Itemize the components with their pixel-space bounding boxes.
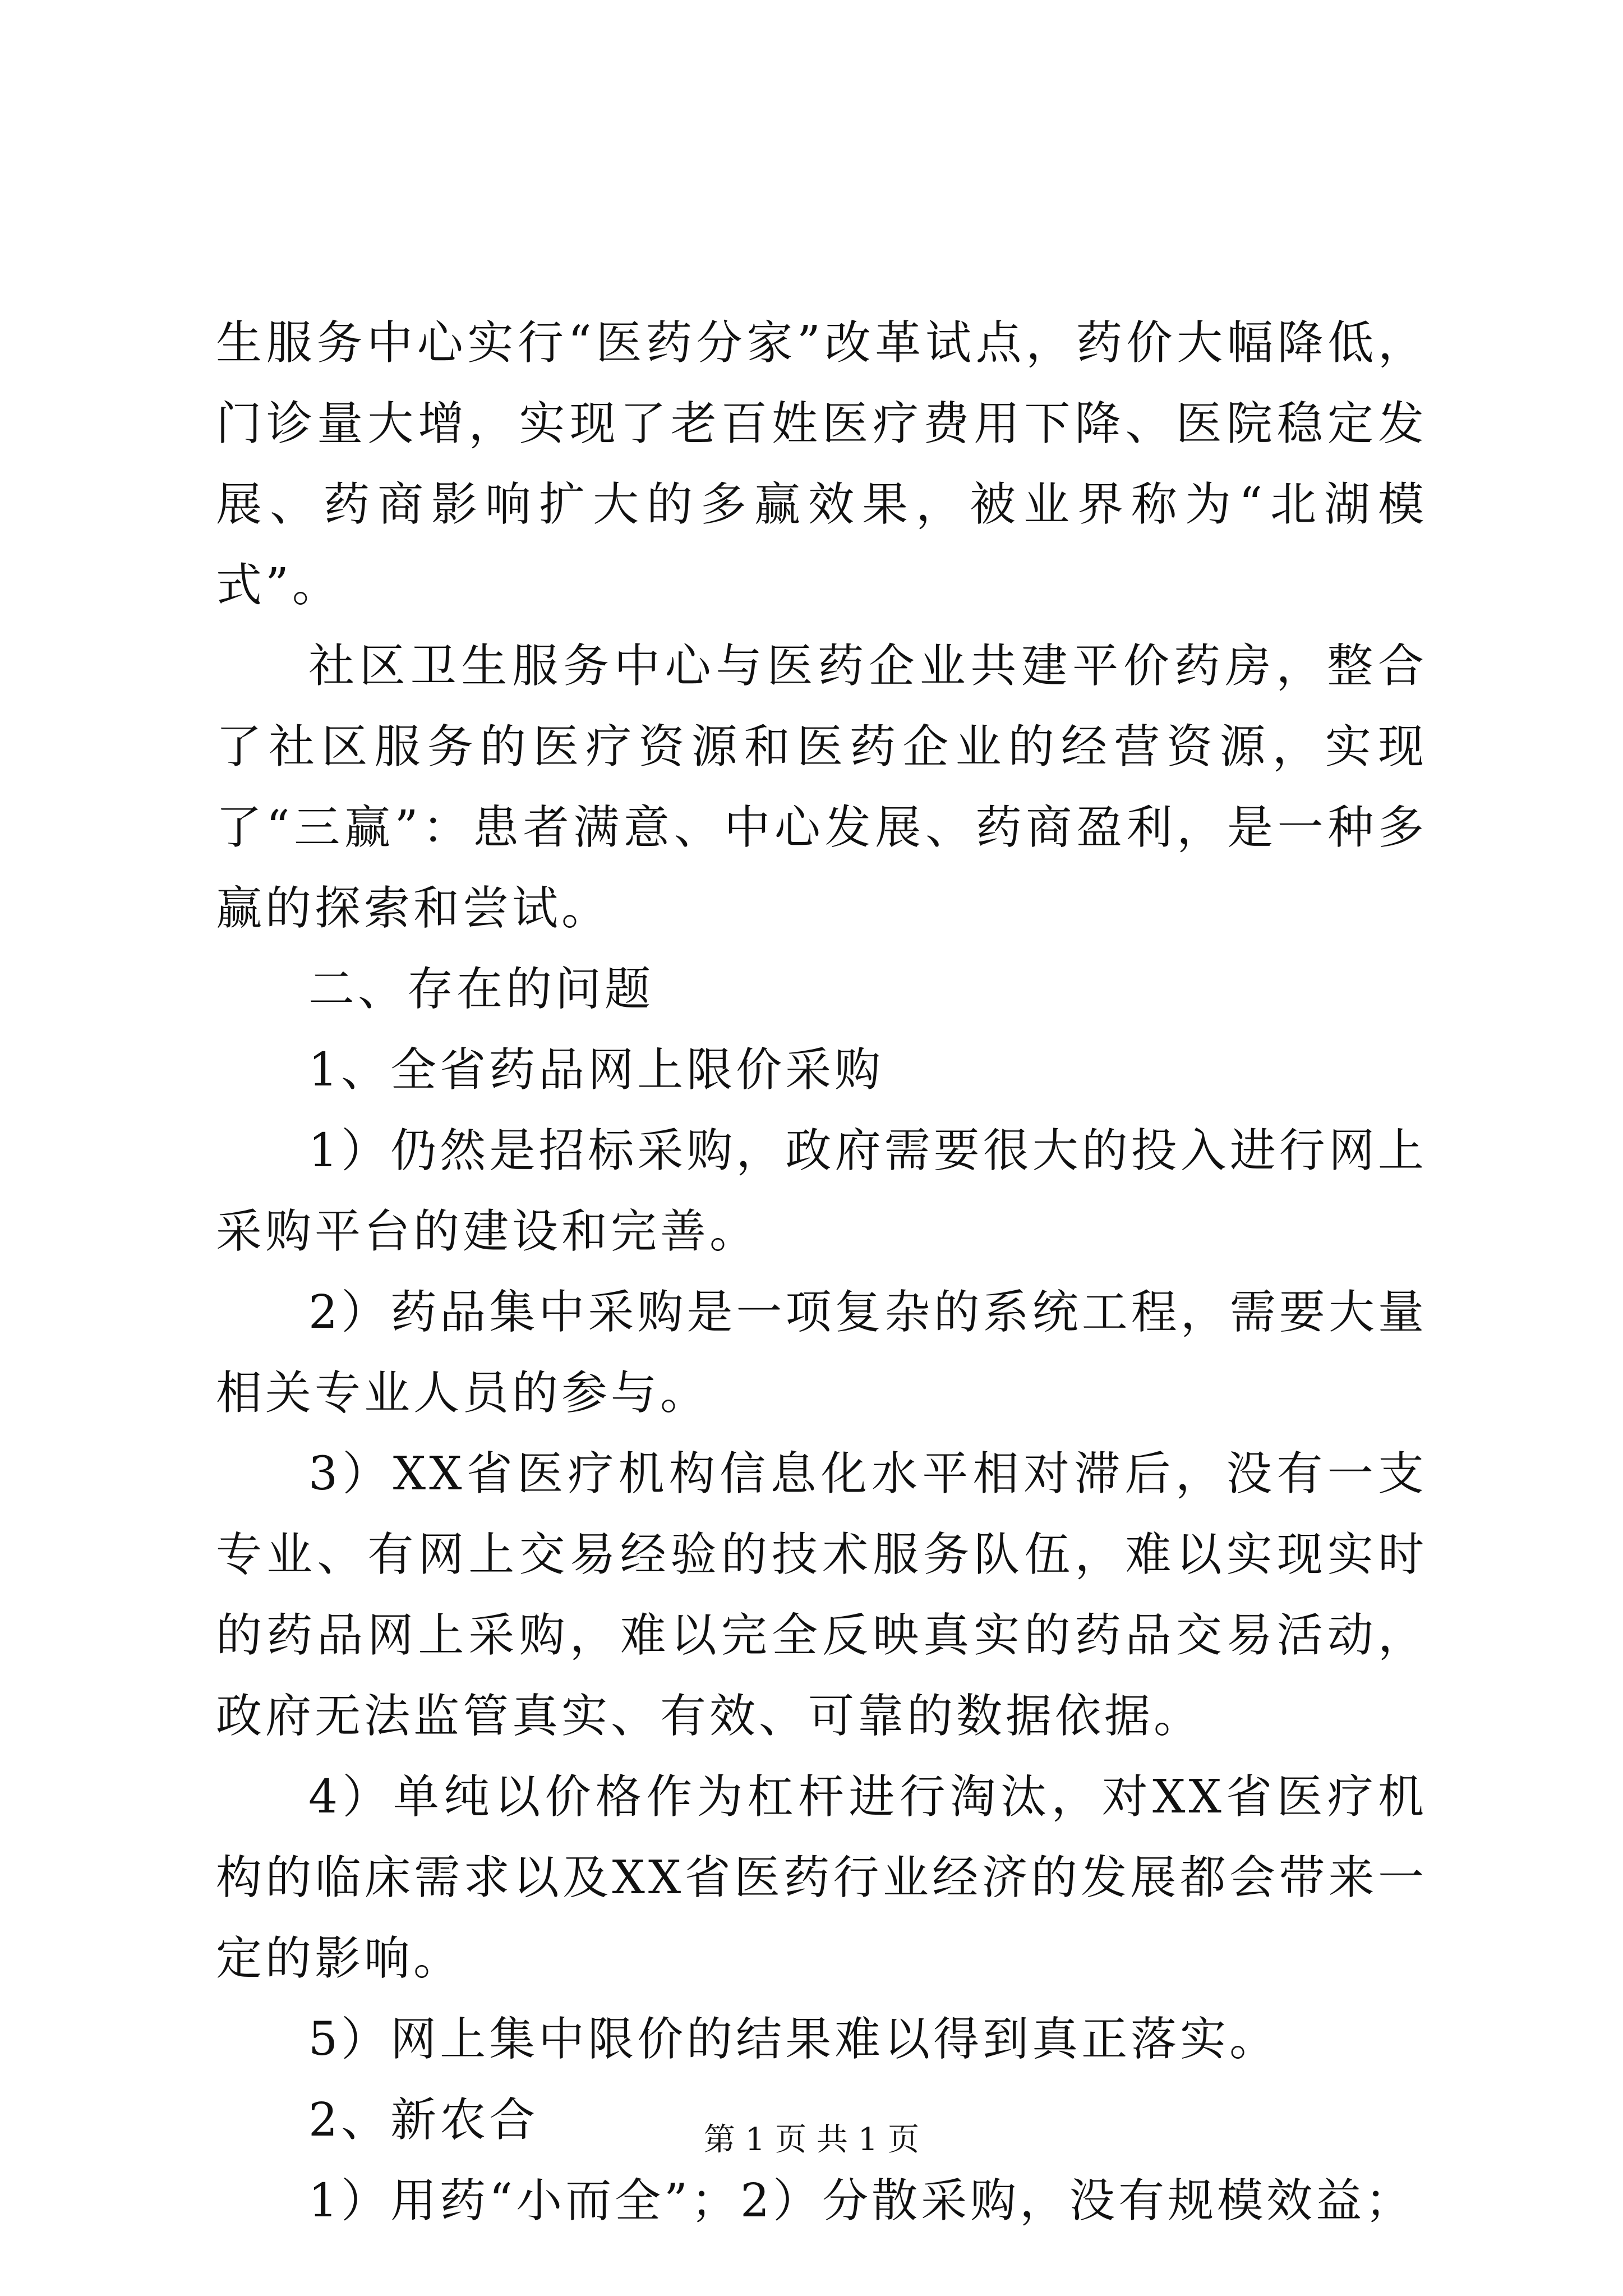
paragraph-2: 社区卫生服务中心与医药企业共建平价药房，整合了社区服务的医疗资源和医药企业的经营资源，实现了“三赢”：患者满意、中心发展、药商盈利，是一种多赢的探索和尝试。 [216,639,1427,935]
paragraph-item-3: 3）XX省医疗机构信息化水平相对滞后，没有一支专业、有网上交易经验的技术服务队伍，难以实现实时的药品网上采购，难以完全反映真实的药品交易活动，政府无法监管真实、有效、可靠的数据依据。 [216,1447,1427,1743]
paragraph-rural-items: 1）用药“小而全”；2）分散采购，没有规模效益； [308,2174,1415,2228]
section-heading-problems: 二、存在的问题 [308,963,654,1016]
document-body [216,303,1427,2242]
paragraph-1: 生服务中心实行“医药分家”改革试点，药价大幅降低，门诊量大增，实现了老百姓医疗费用下降、医院稳定发展、药商影响扩大的多赢效果，被业界称为“北湖模式”。 [216,316,1427,612]
subheading-online-procurement: 1、全省药品网上限价采购 [308,1043,884,1097]
paragraph-item-1: 1）仍然是招标采购，政府需要很大的投入进行网上采购平台的建设和完善。 [216,1124,1427,1258]
subheading-new-rural-cooperative: 2、新农合 [308,2093,539,2147]
paragraph-item-2: 2）药品集中采购是一项复杂的系统工程，需要大量相关专业人员的参与。 [216,1286,1427,1420]
page-footer: 第 1 页 共 1 页 [703,2122,920,2158]
paragraph-item-4: 4）单纯以价格作为杠杆进行淘汰，对XX省医疗机构的临床需求以及XX省医药行业经济的发展都会带来一定的影响。 [216,1770,1427,1985]
paragraph-item-5: 5）网上集中限价的结果难以得到真正落实。 [308,2013,1279,2066]
